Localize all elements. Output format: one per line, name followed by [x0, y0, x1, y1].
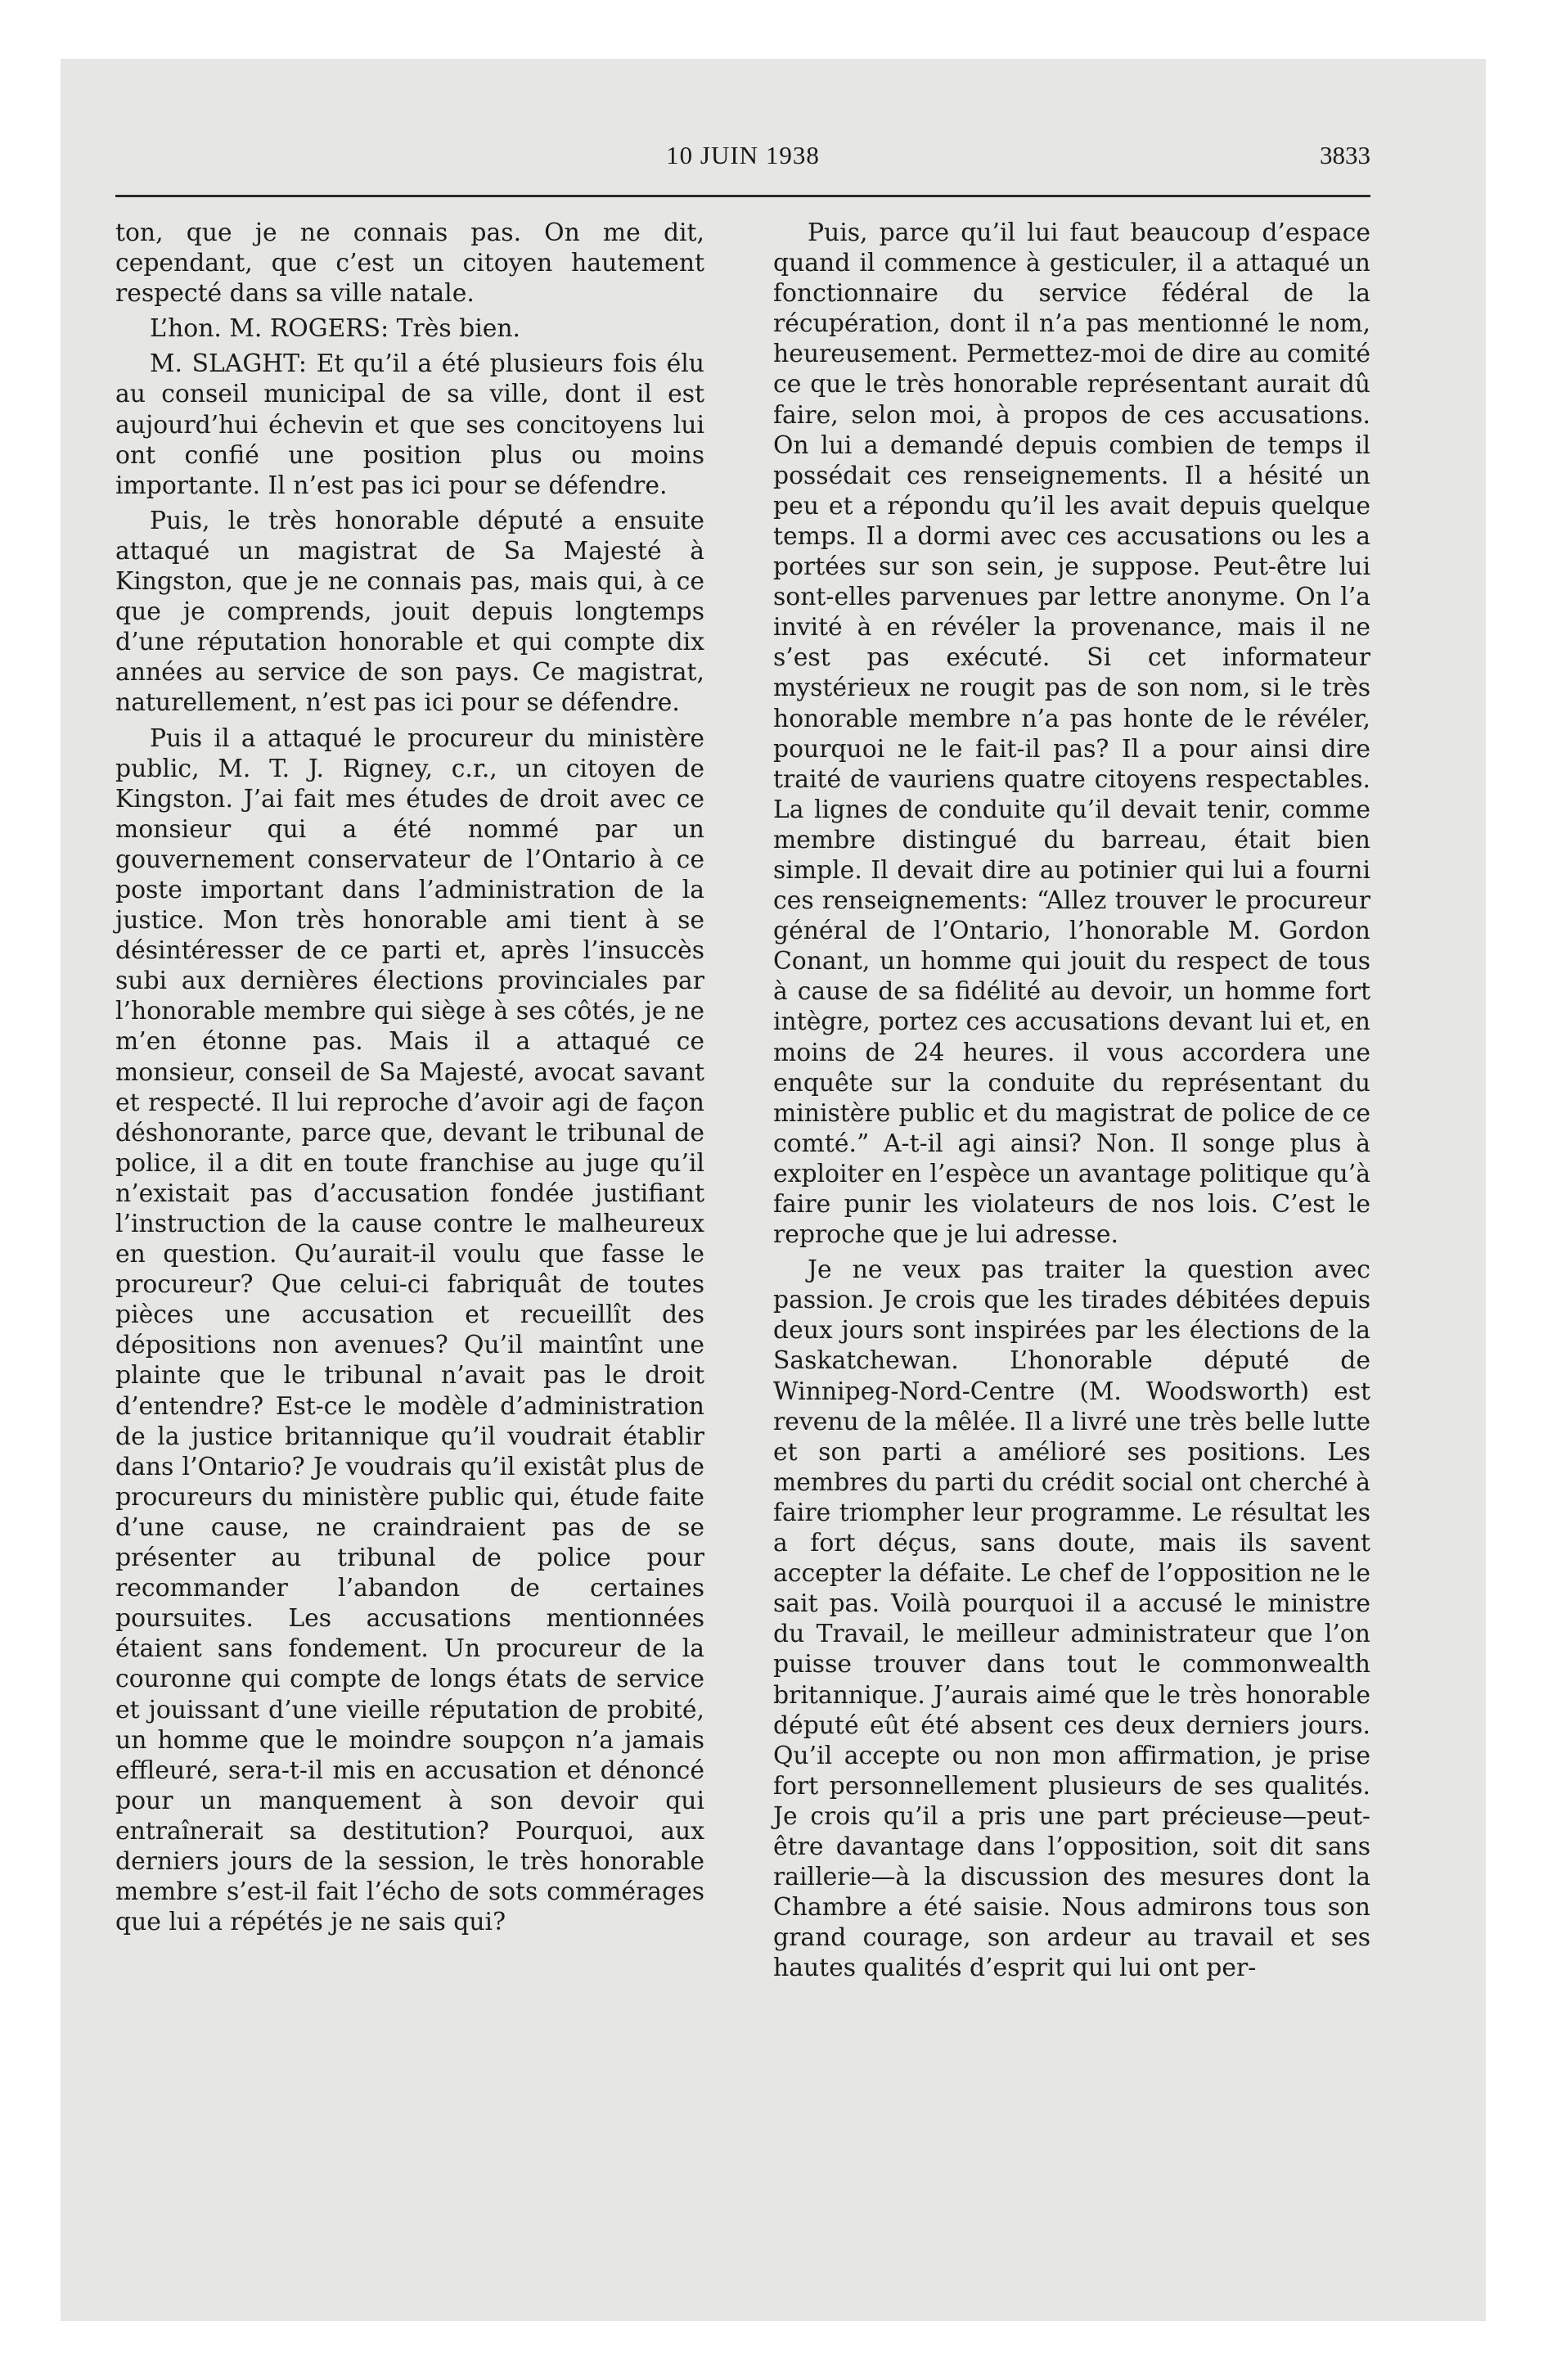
right-column: [773, 218, 1370, 1988]
header-rule: [115, 195, 1370, 197]
page-header: [115, 141, 1370, 180]
paragraph: Puis, parce qu’il lui faut beaucoup d’espace quand il commence à gesticuler, il a attaqué un fonctionnaire du service fédéral de la récupération, dont il n’a pas mentionné le nom, heureusement. Permettez-moi de dire au comité ce que le très honorable représentant aurait dû faire, selon moi, à propos de ces accusations. On lui a demandé depuis combien de temps il possédait ces renseignements. Il a hésité un peu et a répondu qu’il les avait depuis quelque temps. Il a dormi avec ces accusations ou les a portées sur son sein, je suppose. Peut-être lui sont-elles parvenues par lettre anonyme. On l’a invité à en révéler la provenance, mais il ne s’est pas exécuté. Si cet informateur mystérieux ne rougit pas de son nom, si le très honorable membre n’a pas honte de le révéler, pourquoi ne le fait-il pas? Il a pour ainsi dire traité de vauriens quatre citoyens respectables. La lignes de conduite qu’il devait tenir, comme membre distingué du barreau, était bien simple. Il devait dire au potinier qui lui a fourni ces renseignements: “Allez trouver le procureur général de l’Ontario, l’honorable M. Gordon Conant, un homme qui jouit du respect de tous à cause de sa fidélité au devoir, un homme fort intègre, portez ces accusations devant lui et, en moins de 24 heures. il vous accordera une enquête sur la conduite du représentant du ministère public et du magistrat de police de ce comté.” A-t-il agi ainsi? Non. Il songe plus à exploiter en l’espèce un avantage politique qu’à faire punir les violateurs de nos lois. C’est le reproche que je lui adresse.: [773, 219, 1370, 1250]
paragraph: M. SLAGHT: Et qu’il a été plusieurs fois élu au conseil municipal de sa ville, dont il est aujourd’hui échevin et que ses concitoyens lui ont confié une position plus ou moins importante. Il n’est pas ici pour se défendre.: [115, 349, 704, 500]
header-date: 10 JUIN 1938: [666, 141, 820, 169]
paragraph: Je ne veux pas traiter la question avec passion. Je crois que les tirades débitées depuis deux jours sont inspirées par les élections de la Saskatchewan. L’honorable député de Winnipeg-Nord-Centre (M. Woodsworth) est revenu de la mêlée. Il a livré une très belle lutte et son parti a amélioré ses positions. Les membres du parti du crédit social ont cherché à faire triompher leur programme. Le résultat les a fort déçus, sans doute, mais ils savent accepter la défaite. Le chef de l’opposition ne le sait pas. Voilà pourquoi il a accusé le ministre du Travail, le meilleur administrateur que l’on puisse trouver dans tout le commonwealth britannique. J’aurais aimé que le très honorable député eût été absent ces deux derniers jours. Qu’il accepte ou non mon affirmation, je prise fort personnellement plusieurs de ses qualités. Je crois qu’il a pris une part précieuse—peut-être davantage dans l’opposition, soit dit sans raillerie—à la discussion des mesures dont la Chambre a été saisie. Nous admirons tous son grand courage, son ardeur au travail et ses hautes qualités d’esprit qui lui ont per-: [773, 1255, 1370, 1983]
paragraph: ton, que je ne connais pas. On me dit, cependant, que c’est un citoyen hautement respecté dans sa ville natale.: [115, 219, 704, 309]
paragraph: Puis, le très honorable député a ensuite attaqué un magistrat de Sa Majesté à Kingston, que je ne connais pas, mais qui, à ce que je comprends, jouit depuis longtemps d’une réputation honorable et qui compte dix années au service de son pays. Ce magistrat, naturellement, n’est pas ici pour se défendre.: [115, 506, 704, 718]
paragraph: L’hon. M. ROGERS: Très bien.: [150, 314, 521, 344]
paragraph: Puis il a attaqué le procureur du ministère public, M. T. J. Rigney, c.r., un citoyen de Kingston. J’ai fait mes études de droit avec ce monsieur qui a été nommé par un gouvernement conservateur de l’Ontario à ce poste important dans l’administration de la justice. Mon très honorable ami tient à se désintéresser de ce parti et, après l’insuccès subi aux dernières élections provinciales par l’honorable membre qui siège à ses côtés, je ne m’en étonne pas. Mais il a attaqué ce monsieur, conseil de Sa Majesté, avocat savant et respecté. Il lui reproche d’avoir agi de façon déshonorante, parce que, devant le tribunal de police, il a dit en toute franchise au juge qu’il n’existait pas d’accusation fondée justifiant l’instruction de la cause contre le malheureux en question. Qu’aurait-il voulu que fasse le procureur? Que celui-ci fabriquât de toutes pièces une accusation et recueillît des dépositions non avenues? Qu’il maintînt une plainte que le tribunal n’avait pas le droit d’entendre? Est-ce le modèle d’administration de la justice britannique qu’il voudrait établir dans l’Ontario? Je voudrais qu’il existât plus de procureurs du ministère public qui, étude faite d’une cause, ne craindraient pas de se présenter au tribunal de police pour recommander l’abandon de certaines poursuites. Les accusations mentionnées étaient sans fondement. Un procureur de la couronne qui compte de longs états de service et jouissant d’une vieille réputation de probité, un homme que le moindre soupçon n’a jamais effleuré, sera-t-il mis en accusation et dénoncé pour un manquement à son devoir qui entraînerait sa destitution? Pourquoi, aux derniers jours de la session, le très honorable membre s’est-il fait l’écho de sots commérages que lui a répétés je ne sais qui?: [115, 723, 704, 1937]
left-column: [115, 218, 704, 1942]
page-number: 3833: [1320, 141, 1370, 169]
